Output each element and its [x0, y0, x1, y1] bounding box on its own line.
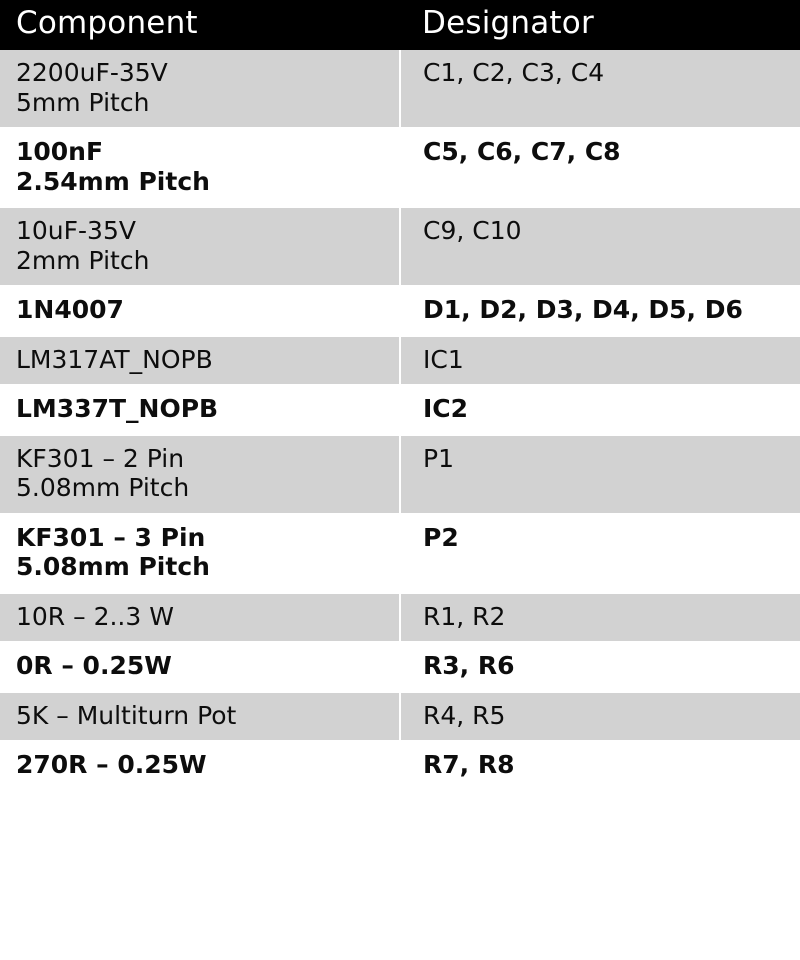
table-row: [0, 286, 800, 336]
table-row: [0, 692, 800, 742]
component-line-2: 5.08mm Pitch: [16, 552, 210, 582]
cell-component: [0, 336, 400, 386]
cell-component: [0, 642, 400, 692]
cell-component: [0, 128, 400, 207]
table-header: [0, 0, 800, 50]
table-row: [0, 50, 800, 128]
cell-designator: C5, C6, C7, C8: [400, 128, 800, 207]
component-line-1: 10R – 2..3 W: [16, 601, 174, 631]
cell-designator: P2: [400, 514, 800, 593]
table-header-row: [0, 0, 800, 50]
bottom-spacer: [0, 792, 800, 802]
table-row: [0, 385, 800, 435]
component-line-1: 100nF: [16, 137, 104, 167]
cell-designator: P1: [400, 435, 800, 514]
table-row: [0, 741, 800, 791]
cell-component: [0, 692, 400, 742]
cell-component: [0, 385, 400, 435]
component-line-1: 0R – 0.25W: [16, 651, 172, 681]
component-line-2: 2.54mm Pitch: [16, 166, 210, 196]
cell-designator: R1, R2: [400, 593, 800, 643]
cell-designator: C9, C10: [400, 207, 800, 286]
column-header-designator: Designator: [400, 0, 800, 50]
cell-designator: IC1: [400, 336, 800, 386]
table-row: [0, 128, 800, 207]
component-line-1: 270R – 0.25W: [16, 750, 207, 780]
component-line-1: LM317AT_NOPB: [16, 344, 213, 374]
cell-designator: R7, R8: [400, 741, 800, 791]
component-line-2: 5mm Pitch: [16, 87, 150, 117]
component-line-1: 5K – Multiturn Pot: [16, 700, 237, 730]
cell-component: [0, 593, 400, 643]
table-row: [0, 207, 800, 286]
component-line-1: 2200uF-35V: [16, 58, 168, 88]
cell-designator: C1, C2, C3, C4: [400, 50, 800, 128]
table-row: [0, 514, 800, 593]
cell-component: [0, 286, 400, 336]
cell-component: [0, 207, 400, 286]
cell-component: [0, 50, 400, 128]
component-line-1: KF301 – 3 Pin: [16, 522, 206, 552]
table-body: [0, 50, 800, 791]
cell-component: [0, 741, 400, 791]
cell-designator: R4, R5: [400, 692, 800, 742]
cell-designator: R3, R6: [400, 642, 800, 692]
cell-designator: D1, D2, D3, D4, D5, D6: [400, 286, 800, 336]
table-row: [0, 593, 800, 643]
table-row: [0, 435, 800, 514]
table-row: [0, 642, 800, 692]
cell-component: [0, 514, 400, 593]
component-line-1: LM337T_NOPB: [16, 394, 219, 424]
component-line-1: 10uF-35V: [16, 216, 136, 246]
cell-component: [0, 435, 400, 514]
component-line-1: 1N4007: [16, 295, 124, 325]
cell-designator: IC2: [400, 385, 800, 435]
component-line-1: KF301 – 2 Pin: [16, 443, 185, 473]
component-line-2: 2mm Pitch: [16, 245, 150, 275]
table-row: [0, 336, 800, 386]
component-line-2: 5.08mm Pitch: [16, 473, 190, 503]
column-header-component: Component: [0, 0, 400, 50]
